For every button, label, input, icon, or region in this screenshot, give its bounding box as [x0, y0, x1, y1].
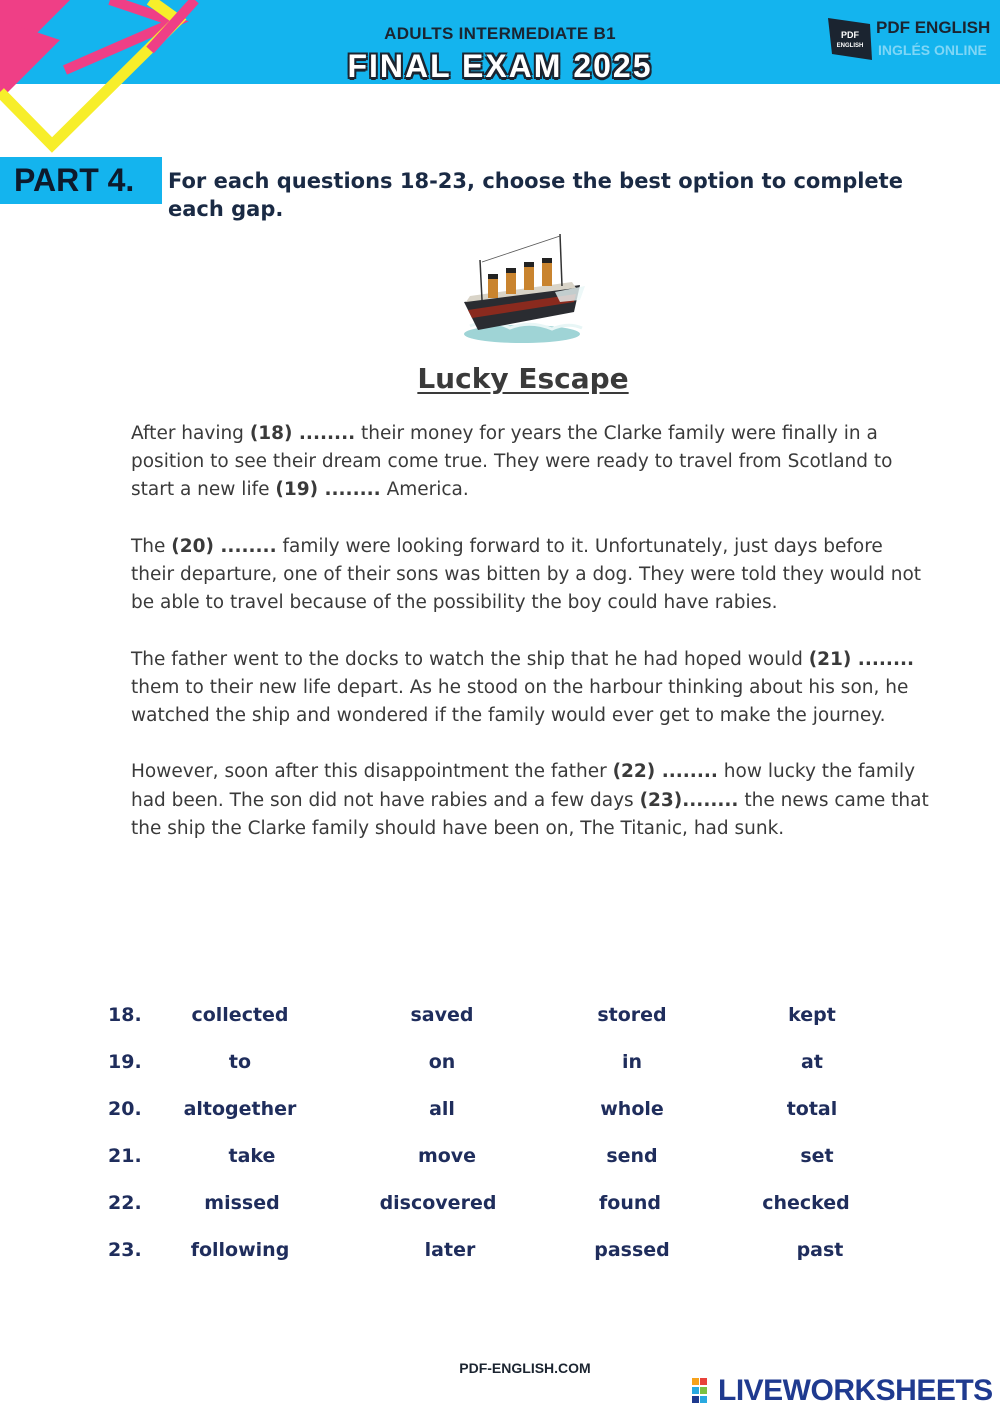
option-d[interactable]: set — [800, 1145, 834, 1167]
question-number: 21. — [108, 1145, 142, 1167]
option-b[interactable]: all — [429, 1098, 455, 1120]
gap-21: (21) ........ — [808, 648, 915, 670]
p2-text-1: The — [131, 535, 172, 557]
story-paragraph-2 — [131, 533, 931, 618]
p4-text-1: However, soon after this disappointment the father — [131, 761, 613, 783]
option-d[interactable]: total — [786, 1098, 838, 1120]
story-paragraph-3 — [131, 646, 931, 731]
logo-badge-text-1: PDF — [841, 30, 859, 40]
option-a[interactable]: missed — [204, 1192, 280, 1214]
option-b[interactable]: move — [417, 1145, 477, 1167]
option-d[interactable]: at — [801, 1051, 823, 1073]
story-text — [131, 420, 931, 871]
p1-text-2: their money for years the Clarke family were finally in a position to see their dream come true. They were ready to travel from Scotland to start a new life — [131, 423, 893, 501]
option-b[interactable]: discovered — [379, 1192, 497, 1214]
option-c[interactable]: whole — [600, 1098, 664, 1120]
liveworksheets-logo — [690, 1372, 993, 1408]
p3-text-1: The father went to the docks to watch the ship that he had hoped would — [131, 648, 809, 670]
p2-text-2: family were looking forward to it. Unfortunately, just days before their departure, one of their sons was bitten by a dog. They were told they would not be able to travel because of the possibility the boy could have rabies. — [131, 535, 922, 614]
question-number: 19. — [108, 1051, 142, 1073]
p1-text-1: After having — [131, 423, 250, 444]
option-a[interactable]: altogether — [183, 1098, 297, 1120]
story-paragraph-1 — [131, 420, 931, 505]
exam-title: FINAL EXAM 2025 — [347, 48, 653, 84]
option-c[interactable]: stored — [597, 1004, 667, 1026]
story-paragraph-4 — [131, 758, 931, 843]
part-instruction: For each questions 18-23, choose the best option to complete each gap. — [168, 169, 903, 221]
option-a[interactable]: take — [228, 1145, 276, 1167]
logo-tagline: INGLÉS ONLINE — [878, 42, 987, 58]
pdf-english-logo — [826, 14, 996, 64]
option-c[interactable]: passed — [594, 1239, 670, 1261]
option-row-21 — [0, 1145, 1000, 1177]
titanic-ship-illustration — [460, 230, 585, 350]
exam-level-subtitle: ADULTS INTERMEDIATE B1 — [384, 24, 616, 43]
option-c[interactable]: in — [621, 1051, 643, 1073]
gap-18: (18) ........ — [249, 423, 356, 444]
question-number: 22. — [108, 1192, 142, 1214]
option-a[interactable]: to — [228, 1051, 252, 1073]
story-title: Lucky Escape — [417, 362, 629, 395]
logo-badge-text-2: ENGLISH — [836, 43, 864, 49]
option-row-20 — [0, 1098, 1000, 1130]
option-d[interactable]: checked — [762, 1192, 850, 1214]
pdf-english-badge-icon — [826, 14, 874, 62]
gap-22: (22) ........ — [612, 761, 718, 783]
part-label: PART 4. — [0, 157, 162, 204]
option-row-18 — [0, 1004, 1000, 1036]
option-c[interactable]: found — [599, 1192, 661, 1214]
p4-text-2: how lucky the family had been. The son did not have rabies and a few days — [131, 761, 916, 811]
option-c[interactable]: send — [606, 1145, 658, 1167]
question-number: 23. — [108, 1239, 142, 1261]
option-row-22 — [0, 1192, 1000, 1224]
question-number: 20. — [108, 1098, 142, 1120]
p3-text-2: them to their new life depart. As he stood on the harbour thinking about his son, he watched the ship and wondered if the family would ever get to make the journey. — [131, 676, 909, 726]
question-number: 18. — [108, 1004, 142, 1026]
option-d[interactable]: kept — [788, 1004, 836, 1026]
option-b[interactable]: on — [428, 1051, 456, 1073]
liveworksheets-grid-icon — [692, 1378, 716, 1404]
option-row-23 — [0, 1239, 1000, 1271]
p1-text-3: America. — [380, 479, 469, 501]
option-d[interactable]: past — [796, 1239, 844, 1261]
p4-text-3: the news came that the ship the Clarke family should have been on, The Titanic, had sunk. — [131, 789, 929, 839]
gap-20: (20) ........ — [171, 535, 277, 557]
option-a[interactable]: collected — [191, 1004, 289, 1026]
logo-title: PDF ENGLISH — [876, 18, 991, 37]
gap-23: (23)........ — [639, 789, 739, 811]
option-a[interactable]: following — [190, 1239, 290, 1261]
option-b[interactable]: later — [424, 1239, 476, 1261]
option-row-19 — [0, 1051, 1000, 1083]
liveworksheets-brand: LIVEWORKSHEETS — [718, 1374, 993, 1407]
option-b[interactable]: saved — [410, 1004, 474, 1026]
gap-19: (19) ........ — [275, 479, 381, 501]
footer-website[interactable]: PDF-ENGLISH.COM — [459, 1360, 591, 1376]
